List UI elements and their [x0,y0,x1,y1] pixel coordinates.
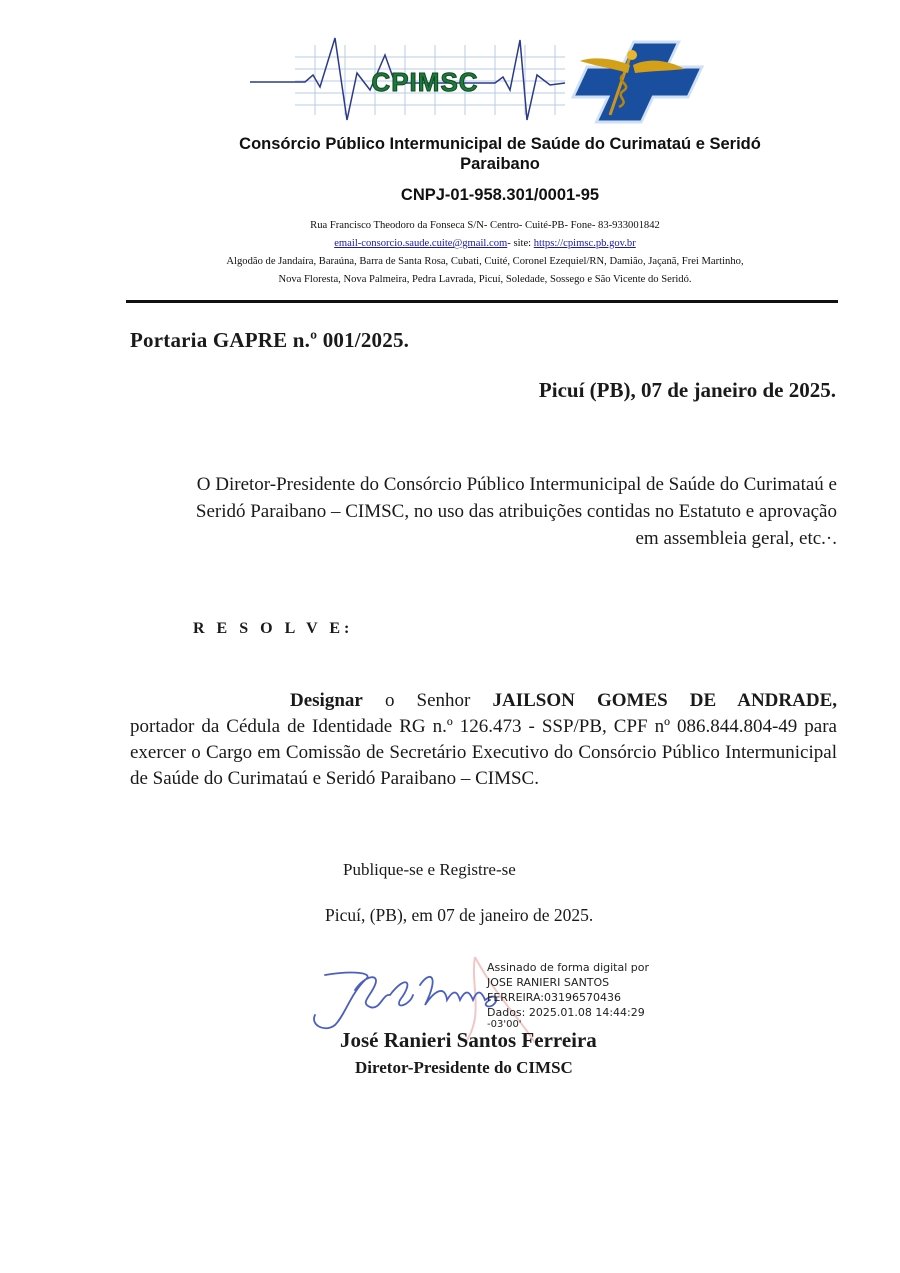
designation-paragraph [130,688,837,792]
cpimsc-logo [245,35,720,128]
closing-date: Picuí, (PB), em 07 de janeiro de 2025. [325,905,594,925]
designar-verb: Designar [290,690,363,711]
signer-role: Diretor-Presidente do CIMSC [355,1058,573,1077]
publication-note: Publique-se e Registre-se [343,860,516,879]
designee-name: JAILSON GOMES DE ANDRADE, [492,690,837,711]
signer-name: José Ranieri Santos Ferreira [340,1028,597,1052]
document-date: Picuí (PB), 07 de janeiro de 2025. [538,378,836,402]
logo-text: CPIMSC [371,67,479,97]
site-label: - site: [507,238,534,249]
organization-name [150,134,850,174]
cnpj: CNPJ-01-958.301/0001-95 [400,186,600,204]
email-link[interactable]: email-consorcio.saude.cuite@gmail.com [334,238,508,249]
designar-mid: o Senhor [362,690,493,711]
digital-sign-line2: JOSE RANIERI SANTOS [487,976,610,989]
digital-signature-info [487,960,649,1030]
logo-graphic [245,35,720,128]
org-name-line2: Paraibano [460,155,540,173]
address-line: Rua Francisco Theodoro da Fonseca S/N- Centro- Cuité-PB- Fone- 83-933001842 [310,220,660,231]
digital-sign-line1: Assinado de forma digital por [487,961,650,974]
municipalities-line2: Nova Floresta, Nova Palmeira, Pedra Lavrada, Picuí, Soledade, Sossego e São Vicente do Seridó. [278,274,692,285]
digital-sign-line4: Dados: 2025.01.08 14:44:29 [487,1006,645,1019]
site-link[interactable]: https://cpimsc.pb.gov.br [533,238,636,249]
header-divider [126,300,838,303]
document-title: Portaria GAPRE n.º 001/2025. [130,328,410,352]
preamble-paragraph: O Diretor-Presidente do Consórcio Público Intermunicipal de Saúde do Curimataú e Seridó Paraibano – CIMSC, no uso das atribuições contidas no Estatuto e aprovação em assembleia geral, etc.·. [195,474,837,549]
municipalities-line1: Algodão de Jandaíra, Baraúna, Barra de Santa Rosa, Cubati, Cuité, Coronel Ezequiel/RN, Damião, Jaçanã, Frei Martinho, [226,256,744,267]
digital-sign-line3: FERREIRA:03196570436 [487,991,621,1004]
designation-details: portador da Cédula de Identidade RG n.º 126.473 - SSP/PB, CPF nº 086.844.804-49 para exercer o Cargo em Comissão de Secretário Executivo do Consórcio Público Intermunicipal de Saúde do Curimataú e Seridó Paraibano – CIMSC. [130,716,837,789]
resolve-heading: R E S O L V E: [193,620,354,637]
medical-cross-icon [561,42,713,122]
designation-first-line [130,688,837,714]
org-name-line1: Consórcio Público Intermunicipal de Saúde do Curimataú e Seridó [239,135,761,153]
digital-sign-line5: -03'00' [487,1019,522,1030]
address-block [120,217,850,289]
contact-line [120,235,850,253]
